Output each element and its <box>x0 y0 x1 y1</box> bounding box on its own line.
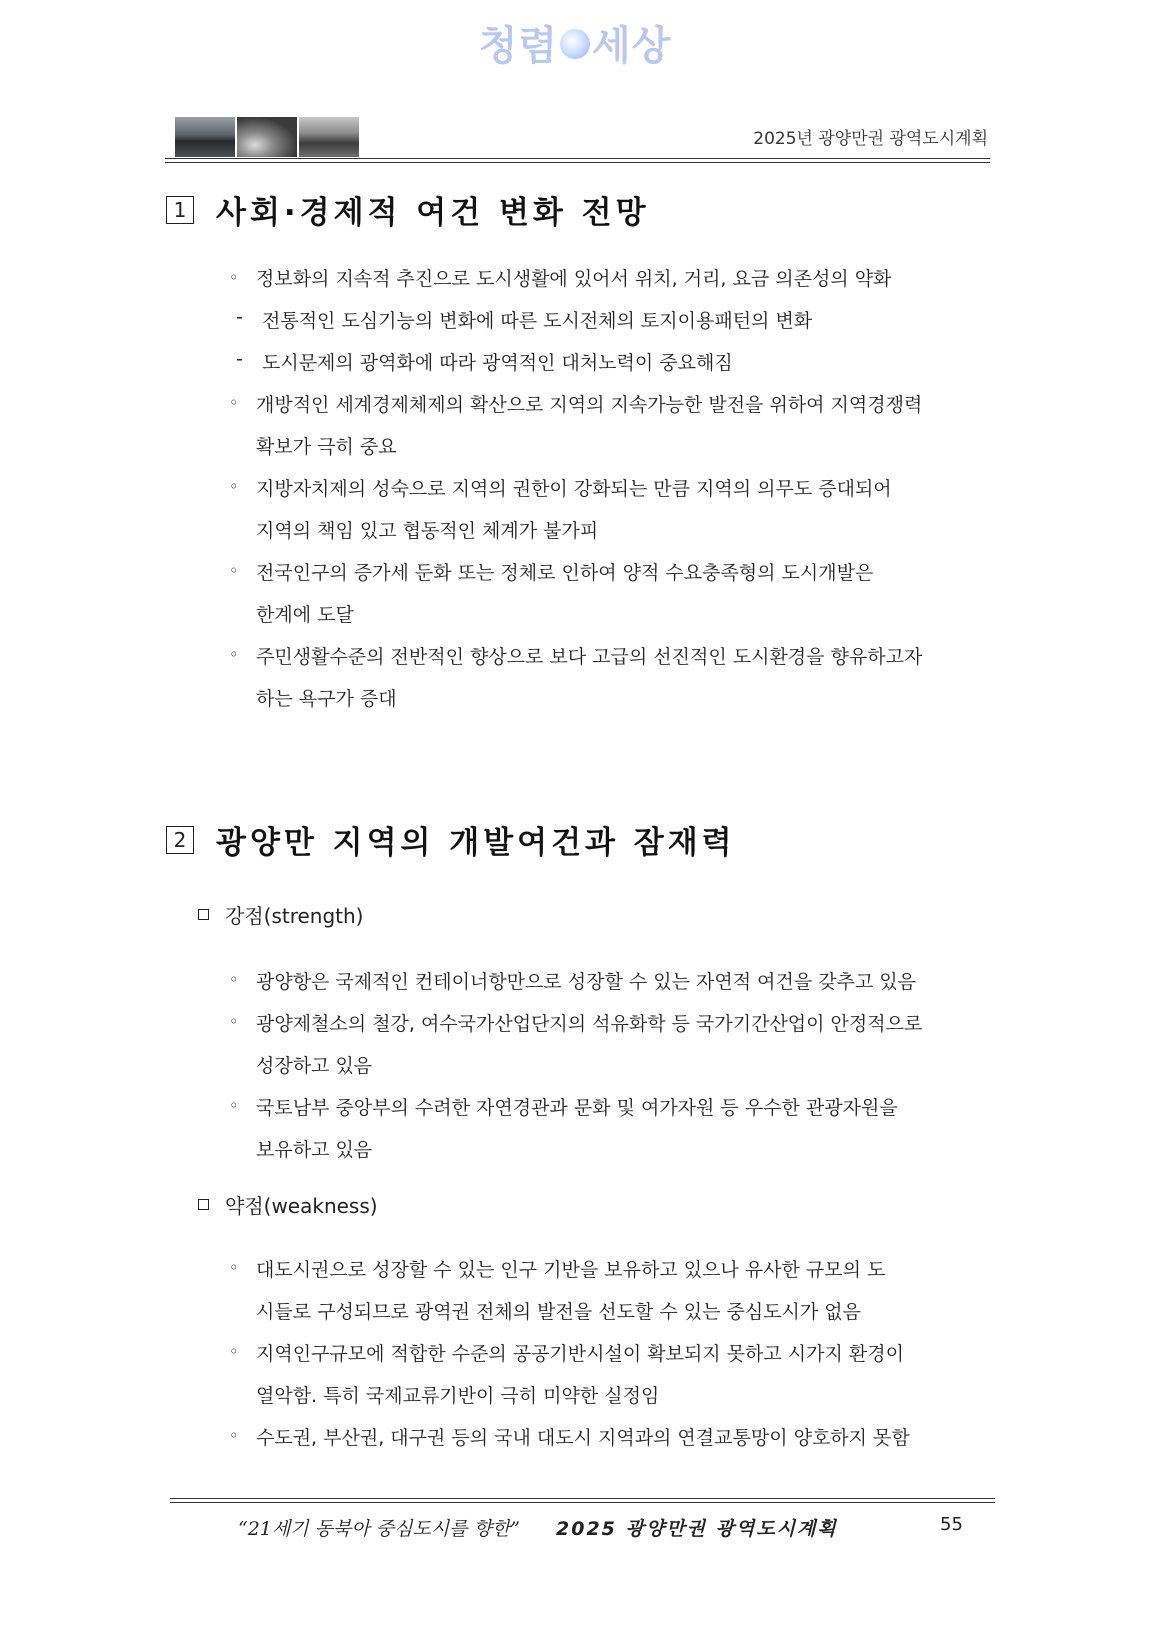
bullet-icon: ◦ <box>229 970 239 989</box>
paragraph-line: 광양제철소의 철강, 여수국가산업단지의 석유화학 등 국가기간산업이 안정적으로 <box>256 1013 923 1035</box>
logo-text-2: 세상 <box>592 23 672 69</box>
paragraph-line: 수도권, 부산권, 대구권 등의 국내 대도시 지역과의 연결교통망이 양호하지 못함 <box>256 1427 910 1449</box>
dash-icon: - <box>236 348 243 370</box>
paragraph-line: 확보가 극히 중요 <box>256 436 397 458</box>
dash-icon: - <box>236 306 243 328</box>
logo <box>0 14 1150 71</box>
bullet-icon: ◦ <box>229 561 239 580</box>
bullet-icon: ◦ <box>229 1096 239 1115</box>
paragraph-line: 전국인구의 증가세 둔화 또는 정체로 인하여 양적 수요충족형의 도시개발은 <box>256 562 874 584</box>
footer-title: 2025 광양만권 광역도시계획 <box>556 1518 838 1540</box>
section-title: 사회·경제적 여건 변화 전망 <box>216 195 650 231</box>
header-photo-strip <box>175 117 359 157</box>
bullet-icon: ◦ <box>229 393 239 412</box>
bullet-icon: ◦ <box>229 1258 239 1277</box>
footer-rule <box>170 1498 995 1499</box>
footer-rule-double <box>170 1502 995 1503</box>
paragraph-line: 전통적인 도심기능의 변화에 따른 도시전체의 토지이용패턴의 변화 <box>262 310 813 332</box>
paragraph-line: 한계에 도달 <box>256 604 354 626</box>
paragraph-line: 국토남부 중앙부의 수려한 자연경관과 문화 및 여가자원 등 우수한 관광자원을 <box>256 1097 898 1119</box>
section-2-heading <box>166 817 736 862</box>
logo-text-1: 청렴 <box>478 23 558 69</box>
strength-title: 강점(strength) <box>225 904 364 928</box>
paragraph-line: 개방적인 세계경제체제의 확산으로 지역의 지속가능한 발전을 위하여 지역경쟁력 <box>256 394 923 416</box>
bullet-icon: ◦ <box>229 1342 239 1361</box>
strength-heading <box>198 900 363 929</box>
page-number: 55 <box>940 1514 963 1535</box>
paragraph-line: 도시문제의 광역화에 따라 광역적인 대처노력이 중요해짐 <box>262 352 733 374</box>
weakness-title: 약점(weakness) <box>225 1194 378 1218</box>
bullet-icon: ◦ <box>229 1426 239 1445</box>
paragraph-line: 대도시권으로 성장할 수 있는 인구 기반을 보유하고 있으나 유사한 규모의 도 <box>256 1259 886 1281</box>
logo-orb-icon <box>560 29 590 59</box>
paragraph-line: 지역인구규모에 적합한 수준의 공공기반시설이 확보되지 못하고 시가지 환경이 <box>256 1343 904 1365</box>
section-number-box: 1 <box>166 196 194 224</box>
section-title: 광양만 지역의 개발여건과 잠재력 <box>216 825 736 861</box>
paragraph-line: 열악함. 특히 국제교류기반이 극히 미약한 실정임 <box>256 1385 660 1407</box>
bridge-photo <box>299 117 359 157</box>
coast-photo <box>175 117 235 157</box>
paragraph-line: 지방자치제의 성숙으로 지역의 권한이 강화되는 만큼 지역의 의무도 증대되어 <box>256 478 892 500</box>
header-title: 2025년 광양만권 광역도시계획 <box>753 129 988 149</box>
paragraph-line: 지역의 책임 있고 협동적인 체계가 불가피 <box>256 520 599 542</box>
river-photo <box>237 117 297 157</box>
bullet-icon: ◦ <box>229 645 239 664</box>
paragraph-line: 정보화의 지속적 추진으로 도시생활에 있어서 위치, 거리, 요금 의존성의 약화 <box>256 268 892 290</box>
checkbox-square-icon <box>198 909 209 920</box>
checkbox-square-icon <box>198 1199 209 1210</box>
paragraph-line: 주민생활수준의 전반적인 향상으로 보다 고급의 선진적인 도시환경을 향유하고자 <box>256 646 923 668</box>
paragraph-line: 보유하고 있음 <box>256 1139 373 1161</box>
weakness-heading <box>198 1190 378 1219</box>
bullet-icon: ◦ <box>229 477 239 496</box>
section-1-heading <box>166 187 650 232</box>
bullet-icon: ◦ <box>229 268 239 287</box>
section-number-box: 2 <box>166 826 194 854</box>
footer-quote: “21세기 동북아 중심도시를 향한” <box>238 1518 520 1540</box>
paragraph-line: 광양항은 국제적인 컨테이너항만으로 성장할 수 있는 자연적 여건을 갖추고 있음 <box>256 971 917 993</box>
header-rule-double <box>165 162 990 163</box>
paragraph-line: 시들로 구성되므로 광역권 전체의 발전을 선도할 수 있는 중심도시가 없음 <box>256 1301 861 1323</box>
header-rule <box>165 158 990 159</box>
paragraph-line: 하는 욕구가 증대 <box>256 688 397 710</box>
paragraph-line: 성장하고 있음 <box>256 1055 373 1077</box>
bullet-icon: ◦ <box>229 1012 239 1031</box>
